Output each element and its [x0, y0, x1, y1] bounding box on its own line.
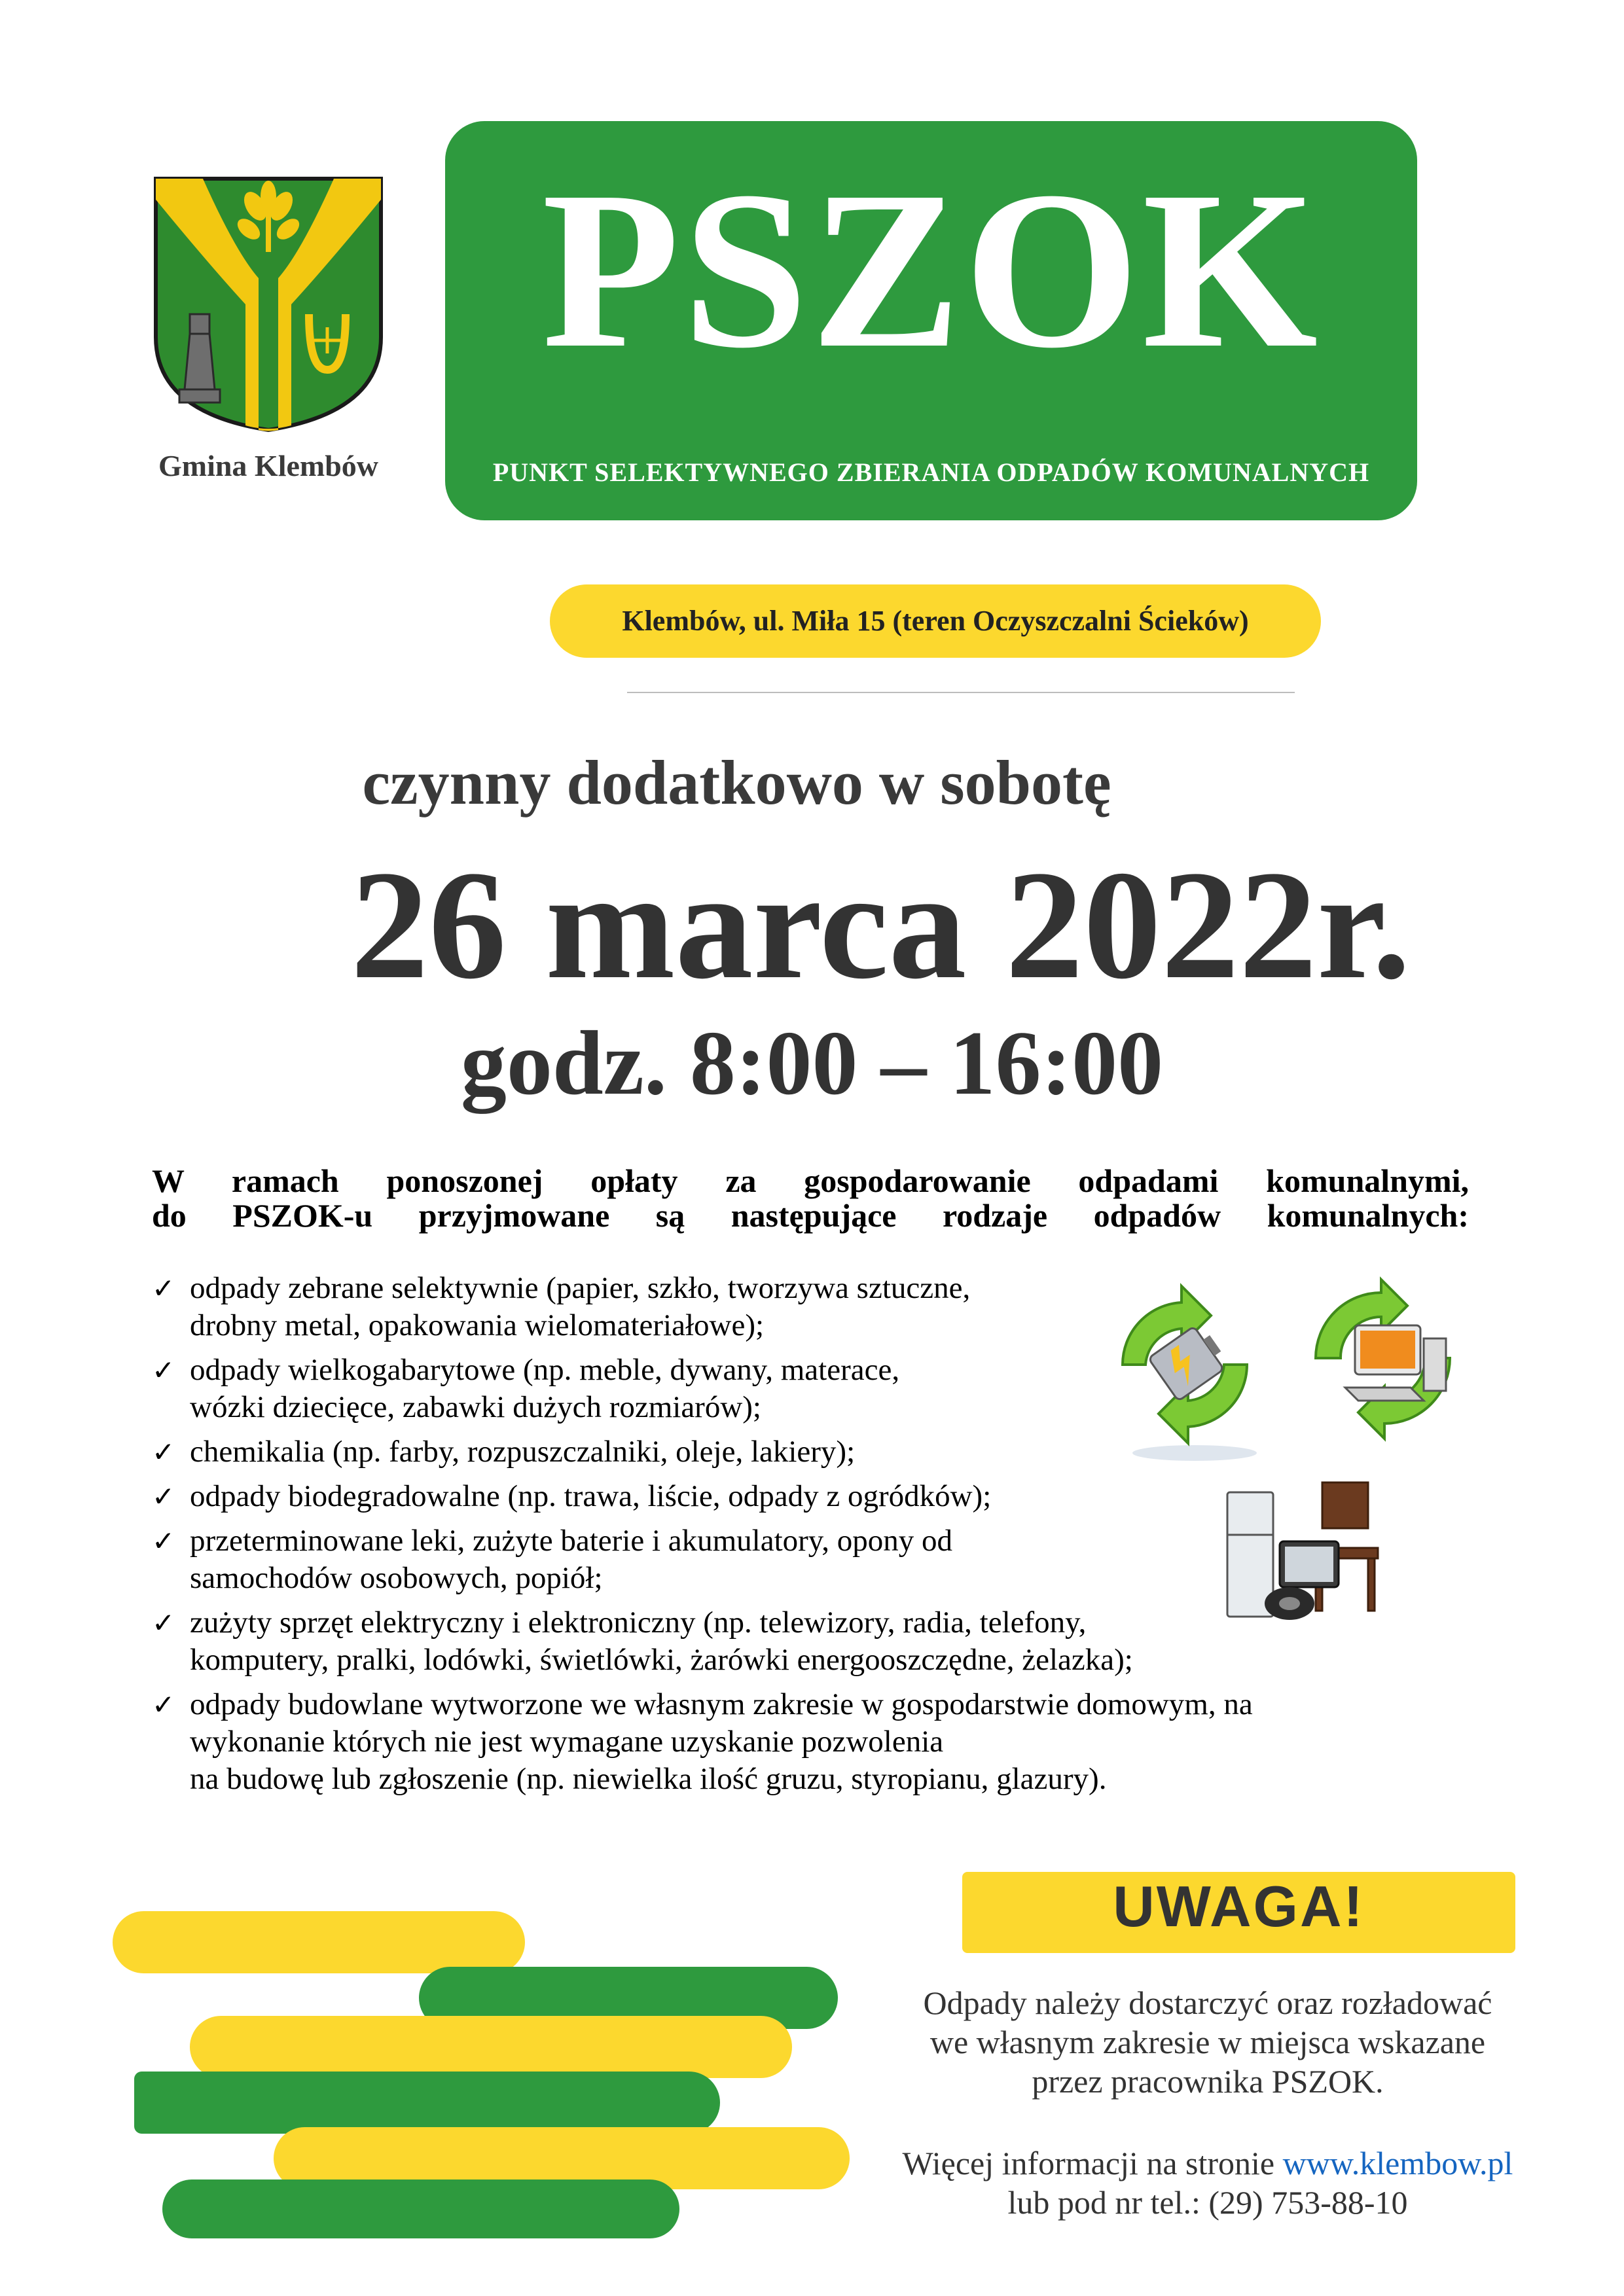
- contact-info: [848, 2144, 1568, 2222]
- checkmark-icon: ✓: [152, 1480, 175, 1513]
- municipality-label: Gmina Klembów: [158, 449, 379, 482]
- list-item: ✓ zużyty sprzęt elektryczny i elektroniczny (np. telewizory, radia, telefony, komputery, pralki, lodówki, świetlówki, żarówki energooszczędne, żelazka);: [152, 1605, 1133, 1677]
- event-headline: czynny dodatkowo w sobotę: [362, 747, 1111, 817]
- checkmark-icon: ✓: [152, 1436, 175, 1468]
- checkmark-icon: ✓: [152, 1354, 175, 1386]
- website-link[interactable]: www.klembow.pl: [1282, 2145, 1513, 2181]
- list-item: ✓ chemikalia (np. farby, rozpuszczalniki, oleje, lakiery);: [152, 1433, 1369, 1471]
- decor-stripe-green: [162, 2179, 679, 2238]
- page-title: PSZOK: [541, 145, 1321, 395]
- address-text: Klembów, ul. Miła 15 (teren Oczyszczalni Ścieków): [622, 605, 1249, 637]
- more-info-prefix: Więcej informacji na stronie: [902, 2145, 1283, 2181]
- intro-line-1: W ramach ponoszonej opłaty za gospodarowanie odpadami komunalnymi,: [152, 1162, 1469, 1199]
- checkmark-icon: ✓: [152, 1607, 175, 1639]
- list-item: ✓ odpady biodegradowalne (np. trawa, liście, odpady z ogródków);: [152, 1478, 1369, 1515]
- divider: [627, 692, 1295, 693]
- phone-line: lub pod nr tel.: (29) 753-88-10: [1007, 2184, 1408, 2221]
- recycle-battery-icon: [1096, 1280, 1273, 1469]
- notice-heading: UWAGA!: [1113, 1874, 1365, 1939]
- notice-text: [848, 1983, 1568, 2101]
- list-item: ✓ przeterminowane leki, zużyte baterie i akumulatory, opony od samochodów osobowych, popiół;: [152, 1524, 952, 1595]
- list-item: ✓ odpady wielkogabarytowe (np. meble, dywany, materace, wózki dziecięce, zabawki dużych rozmiarów);: [152, 1353, 900, 1424]
- decor-stripe-green: [134, 2072, 720, 2134]
- recycle-computer-icon: [1299, 1276, 1466, 1443]
- decor-stripe-yellow: [113, 1911, 525, 1973]
- intro-line-2: do PSZOK-u przyjmowane są następujące rodzaje odpadów komunalnych:: [152, 1196, 1469, 1234]
- page-subtitle: PUNKT SELEKTYWNEGO ZBIERANIA ODPADÓW KOMUNALNYCH: [492, 457, 1370, 487]
- event-hours: godz. 8:00 – 16:00: [460, 1013, 1164, 1114]
- bulky-waste-icon: [1224, 1476, 1384, 1626]
- list-item: ✓ odpady zebrane selektywnie (papier, szkło, tworzywa sztuczne, drobny metal, opakowania wielomateriałowe);: [152, 1271, 971, 1342]
- gmina-klembow-coat-of-arms: [151, 173, 386, 435]
- list-item: ✓ odpady budowlane wytworzone we własnym zakresie w gospodarstwie domowym, na wykonanie których nie jest wymagane uzyskanie pozwolenia na budowę lub zgłoszenie (np. niewielka ilość gruzu, styropianu, glazury).: [152, 1687, 1253, 1796]
- checkmark-icon: ✓: [152, 1272, 175, 1304]
- notice-body: Odpady należy dostarczyć oraz rozładować we własnym zakresie w miejsca wskazane przez pracownika PSZOK.: [923, 1984, 1492, 2100]
- intro-paragraph: [152, 1164, 1469, 1232]
- decor-stripe-yellow: [190, 2016, 792, 2078]
- checkmark-icon: ✓: [152, 1689, 175, 1721]
- checkmark-icon: ✓: [152, 1525, 175, 1557]
- event-date: 26 marca 2022r.: [350, 839, 1411, 1011]
